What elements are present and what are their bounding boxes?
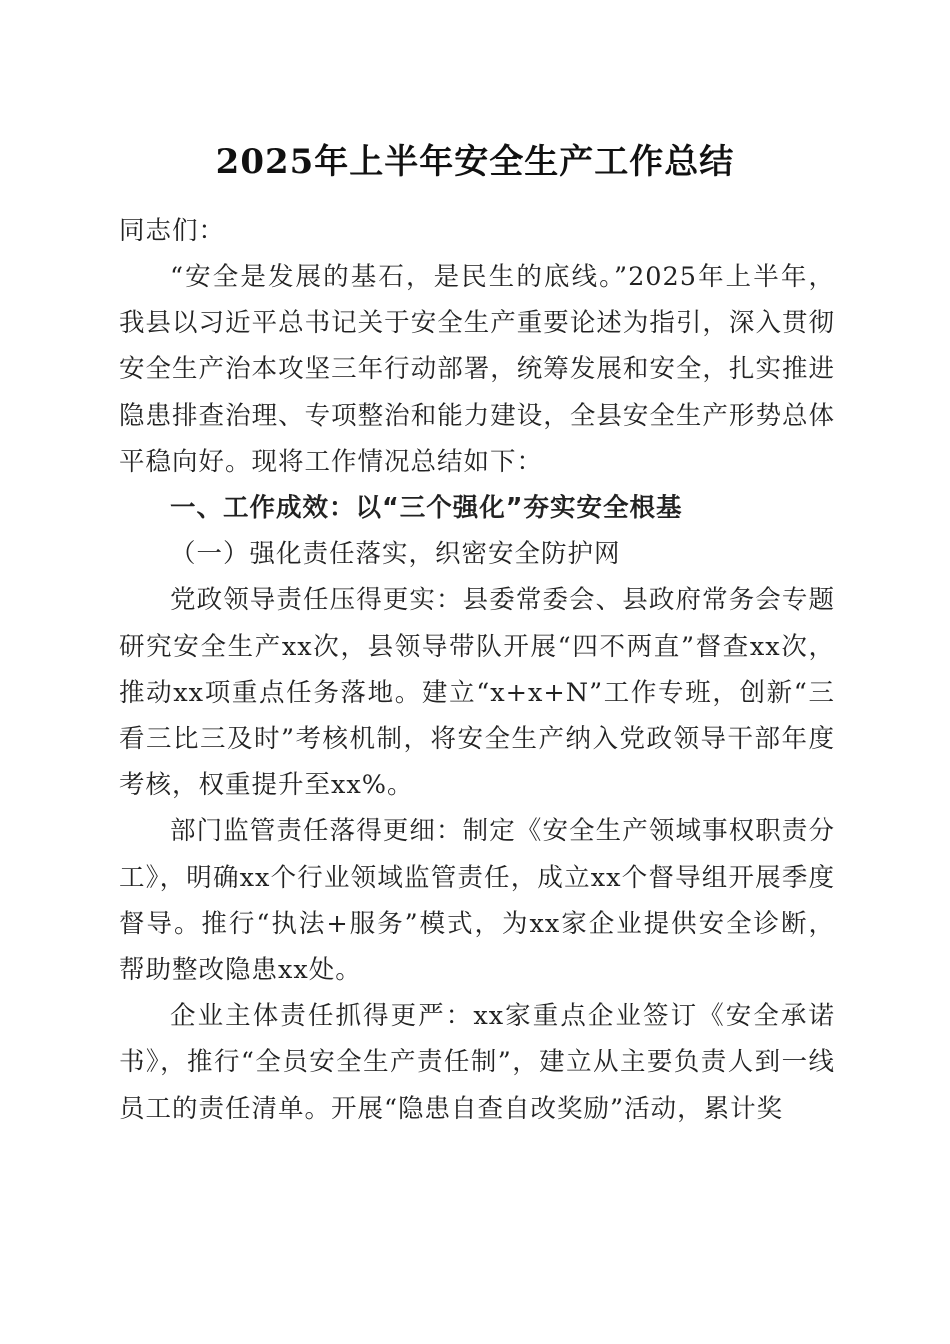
subsection-heading-1: （一）强化责任落实，织密安全防护网	[170, 539, 621, 570]
salutation: 同志们：	[119, 216, 226, 246]
body-paragraph-2: 部门监管责任落得更细：制定《安全生产领域事权职责分工》，明确xx个行业领域监管责任，成立xx个督导组开展季度督导。推行“执法+服务”模式，为xx家企业提供安全诊断，帮助整改隐患xx处。	[119, 816, 835, 986]
document-title: 2025年上半年安全生产工作总结	[215, 142, 735, 182]
body-paragraph-1: 党政领导责任压得更实：县委常委会、县政府常务会专题研究安全生产xx次，县领导带队开展“四不两直”督查xx次，推动xx项重点任务落地。建立“x+x+N”工作专班，创新“三看三比三及时”考核机制，将安全生产纳入党政领导干部年度考核，权重提升至xx%。	[119, 585, 835, 801]
section-heading-1: 一、工作成效：以“三个强化”夯实安全根基	[170, 493, 683, 524]
intro-paragraph: “安全是发展的基石，是民生的底线。”2025年上半年，我县以习近平总书记关于安全生产重要论述为指引，深入贯彻安全生产治本攻坚三年行动部署，统筹发展和安全，扎实推进隐患排查治理、专项整治和能力建设，全县安全生产形势总体平稳向好。现将工作情况总结如下：	[119, 262, 835, 477]
document-body	[119, 254, 835, 1132]
body-paragraph-3: 企业主体责任抓得更严：xx家重点企业签订《安全承诺书》，推行“全员安全生产责任制”，建立从主要负责人到一线员工的责任清单。开展“隐患自查自改奖励”活动，累计奖	[119, 1001, 835, 1124]
